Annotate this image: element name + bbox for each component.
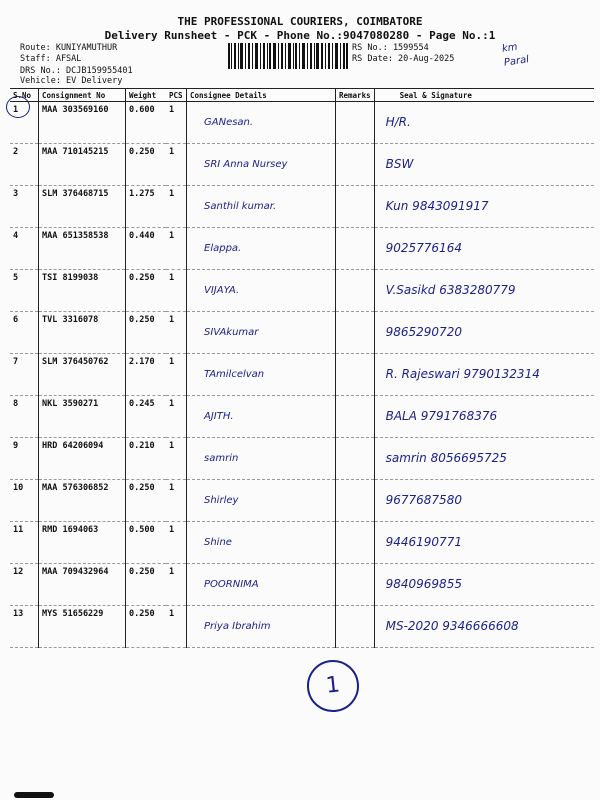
row-consignee-cell: [187, 480, 336, 522]
col-weight: Weight: [126, 89, 167, 102]
row-pcs: 1: [166, 144, 187, 186]
row-signature-cell: [374, 522, 594, 564]
row-pcs: 1: [166, 396, 187, 438]
row-consignment: MAA 576306852: [39, 480, 126, 522]
row-pcs: 1: [166, 354, 187, 396]
row-signature: MS-2020 9346666608: [385, 619, 519, 633]
row-consignee: VIJAYA.: [204, 285, 240, 296]
col-pcs: PCS: [166, 89, 187, 102]
row-consignee: TAmilcelvan: [204, 369, 265, 380]
row-signature: samrin 8056695725: [385, 451, 507, 465]
row-weight: 0.250: [126, 606, 167, 648]
row-consignment: MYS 51656229: [39, 606, 126, 648]
row-sno: 4: [10, 228, 39, 270]
runsheet-rows: [10, 102, 594, 648]
row-consignee-cell: [187, 102, 336, 144]
row-consignee-cell: [187, 186, 336, 228]
row-sno: 11: [10, 522, 39, 564]
table-row: [10, 480, 594, 522]
row-sno: 5: [10, 270, 39, 312]
row-consignment: NKL 3590271: [39, 396, 126, 438]
row-sno: 13: [10, 606, 39, 648]
row-consignment: MAA 651358538: [39, 228, 126, 270]
row-sno: 10: [10, 480, 39, 522]
row-weight: 0.210: [126, 438, 167, 480]
row-consignee-cell: [187, 522, 336, 564]
row-remarks: [336, 564, 375, 606]
handwritten-note: km Paral: [501, 41, 530, 69]
row-signature: 9025776164: [385, 241, 462, 255]
row-weight: 0.245: [126, 396, 167, 438]
row-pcs: 1: [166, 522, 187, 564]
row-consignment: SLM 376450762: [39, 354, 126, 396]
row-remarks: [336, 522, 375, 564]
row-remarks: [336, 606, 375, 648]
table-row: [10, 228, 594, 270]
row-consignee-cell: [187, 144, 336, 186]
table-row: [10, 354, 594, 396]
table-row: [10, 144, 594, 186]
row-pcs: 1: [166, 312, 187, 354]
row-consignee: SRI Anna Nursey: [204, 159, 288, 170]
row-consignee-cell: [187, 606, 336, 648]
row-weight: 0.250: [126, 270, 167, 312]
row-signature-cell: [374, 186, 594, 228]
row-weight: 0.250: [126, 480, 167, 522]
table-row: [10, 606, 594, 648]
row-signature: H/R.: [385, 115, 411, 129]
row-signature: 9865290720: [385, 325, 462, 339]
row-sno: 1: [10, 102, 39, 144]
table-row: [10, 312, 594, 354]
row-signature-cell: [374, 102, 594, 144]
row-signature-cell: [374, 270, 594, 312]
row-sno: 12: [10, 564, 39, 606]
row-consignment: MAA 303569160: [39, 102, 126, 144]
row-sno: 9: [10, 438, 39, 480]
row-pcs: 1: [166, 102, 187, 144]
row-signature-cell: [374, 480, 594, 522]
row-signature: V.Sasikd 6383280779: [385, 283, 516, 297]
row-weight: 2.170: [126, 354, 167, 396]
row-sno: 7: [10, 354, 39, 396]
row-consignment: RMD 1694063: [39, 522, 126, 564]
col-remarks: Remarks: [336, 89, 375, 102]
row-signature-cell: [374, 228, 594, 270]
row-signature: BSW: [385, 157, 414, 171]
row-pcs: 1: [166, 228, 187, 270]
row-pcs: 1: [166, 606, 187, 648]
table-row: [10, 522, 594, 564]
row-weight: 1.275: [126, 186, 167, 228]
table-header-row: [10, 89, 594, 102]
col-signature: Seal & Signature: [374, 89, 594, 102]
row-signature-cell: [374, 144, 594, 186]
barcode: [228, 43, 348, 69]
row-consignment: HRD 64206094: [39, 438, 126, 480]
row-signature: 9446190771: [385, 535, 462, 549]
table-row: [10, 396, 594, 438]
row-weight: 0.440: [126, 228, 167, 270]
row-consignment: SLM 376468715: [39, 186, 126, 228]
row-pcs: 1: [166, 564, 187, 606]
row-consignee: SIVAkumar: [204, 327, 259, 338]
row-signature-cell: [374, 354, 594, 396]
row-consignment: TVL 3316078: [39, 312, 126, 354]
row-consignee: Elappa.: [204, 243, 242, 254]
row-pcs: 1: [166, 480, 187, 522]
company-title: THE PROFESSIONAL COURIERS, COIMBATORE: [177, 15, 423, 28]
row-signature-cell: [374, 312, 594, 354]
row-consignee: Priya Ibrahim: [204, 621, 271, 632]
circled-page-number: 1: [304, 657, 361, 714]
ink-blot: [14, 792, 54, 798]
row-signature: 9677687580: [385, 493, 462, 507]
row-remarks: [336, 438, 375, 480]
col-consignment: Consignment No: [39, 89, 126, 102]
row-signature-cell: [374, 438, 594, 480]
row-remarks: [336, 102, 375, 144]
row-signature-cell: [374, 396, 594, 438]
row-consignee: GANesan.: [204, 117, 254, 128]
row-sno: 6: [10, 312, 39, 354]
row-weight: 0.600: [126, 102, 167, 144]
vehicle-label: Vehicle: EV Delivery: [20, 76, 123, 86]
row-weight: 0.250: [126, 564, 167, 606]
row-consignee: POORNIMA: [204, 579, 259, 590]
row-consignee: Shine: [204, 537, 232, 548]
row-remarks: [336, 144, 375, 186]
row-consignee: samrin: [204, 453, 239, 464]
row-consignment: MAA 710145215: [39, 144, 126, 186]
rs-date: RS Date: 20-Aug-2025: [352, 54, 455, 64]
table-row: [10, 186, 594, 228]
route-label: Route: KUNIYAMUTHUR: [20, 43, 118, 53]
row-consignee: Santhil kumar.: [204, 201, 277, 212]
row-consignee-cell: [187, 354, 336, 396]
row-consignment: TSI 8199038: [39, 270, 126, 312]
row-remarks: [336, 396, 375, 438]
row-signature-cell: [374, 606, 594, 648]
row-signature-cell: [374, 564, 594, 606]
row-consignee: AJITH.: [204, 411, 234, 422]
table-row: [10, 102, 594, 144]
col-sno: S.No: [10, 89, 39, 102]
row-sno: 3: [10, 186, 39, 228]
table-row: [10, 270, 594, 312]
row-pcs: 1: [166, 270, 187, 312]
row-weight: 0.500: [126, 522, 167, 564]
row-sno: 8: [10, 396, 39, 438]
row-weight: 0.250: [126, 144, 167, 186]
row-remarks: [336, 186, 375, 228]
row-consignee-cell: [187, 228, 336, 270]
runsheet-title: Delivery Runsheet - PCK - Phone No.:9047080280 - Page No.:1: [104, 29, 496, 42]
table-row: [10, 438, 594, 480]
row-sno: 2: [10, 144, 39, 186]
row-consignee-cell: [187, 564, 336, 606]
runsheet-table: [10, 88, 594, 648]
row-consignee-cell: [187, 396, 336, 438]
row-consignee-cell: [187, 270, 336, 312]
row-signature: Kun 9843091917: [385, 199, 489, 213]
row-remarks: [336, 270, 375, 312]
row-signature: 9840969855: [385, 577, 462, 591]
row-pcs: 1: [166, 186, 187, 228]
row-signature: BALA 9791768376: [385, 409, 498, 423]
row-consignee-cell: [187, 438, 336, 480]
row-consignment: MAA 709432964: [39, 564, 126, 606]
row-remarks: [336, 354, 375, 396]
table-row: [10, 564, 594, 606]
drs-label: DRS No.: DCJB159955401: [20, 66, 133, 76]
row-consignee: Shirley: [204, 495, 239, 506]
row-signature: R. Rajeswari 9790132314: [385, 367, 540, 381]
row-remarks: [336, 228, 375, 270]
staff-label: Staff: AFSAL: [20, 54, 82, 64]
col-consignee: Consignee Details: [187, 89, 336, 102]
row-remarks: [336, 312, 375, 354]
row-consignee-cell: [187, 312, 336, 354]
row-remarks: [336, 480, 375, 522]
rs-number: RS No.: 1599554: [352, 43, 429, 53]
row-pcs: 1: [166, 438, 187, 480]
row-weight: 0.250: [126, 312, 167, 354]
